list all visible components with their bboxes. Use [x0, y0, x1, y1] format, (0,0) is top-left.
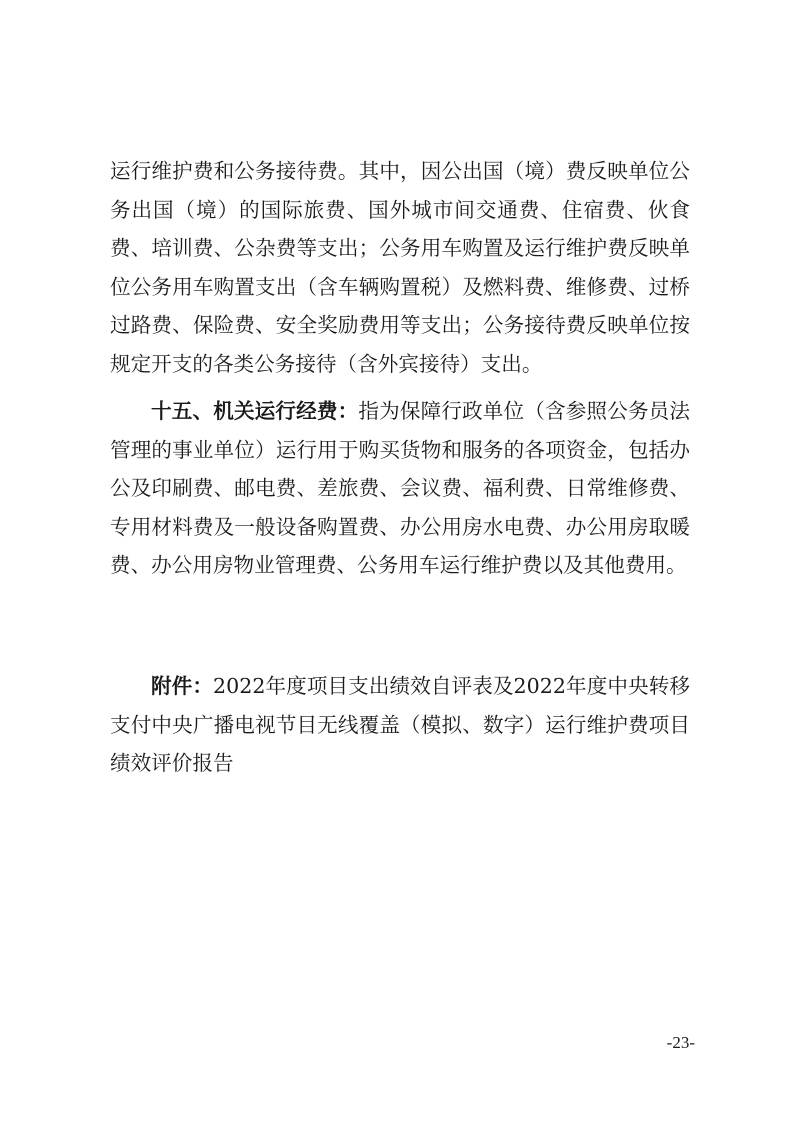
paragraph-text: 运行维护费和公务接待费。其中，因公出国（境）费反映单位公务出国（境）的国际旅费、国外城市间交通费、住宿费、伙食费、培训费、公杂费等支出；公务用车购置及运行维护费反映单位公务用车购置支出（含车辆购置税）及燃料费、维修费、过桥过路费、保险费、安全奖励费用等支出；公务接待费反映单位按规定开支的各类公务接待（含外宾接待）支出。	[110, 159, 690, 376]
paragraph-text: 指为保障行政单位（含参照公务员法管理的事业单位）运行用于购买货物和服务的各项资金，包括办公及印刷费、邮电费、差旅费、会议费、福利费、日常维修费、专用材料费及一般设备购置费、办公用房水电费、办公用房取暖费、办公用房物业管理费、公务用车运行维护费以及其他费用。	[110, 399, 691, 578]
attachment-text: 2022年度项目支出绩效自评表及2022年度中央转移支付中央广播电视节目无线覆盖（模拟、数字）运行维护费项目绩效评价报告	[110, 674, 690, 776]
page-number: -23-	[666, 1033, 695, 1052]
paragraph-expense-definitions	[110, 152, 690, 384]
paragraph-agency-operating-funds	[110, 392, 690, 585]
attachment-label: 附件：	[151, 674, 214, 698]
term-heading: 十五、机关运行经费：	[151, 399, 359, 423]
paragraph-attachment	[110, 667, 690, 783]
